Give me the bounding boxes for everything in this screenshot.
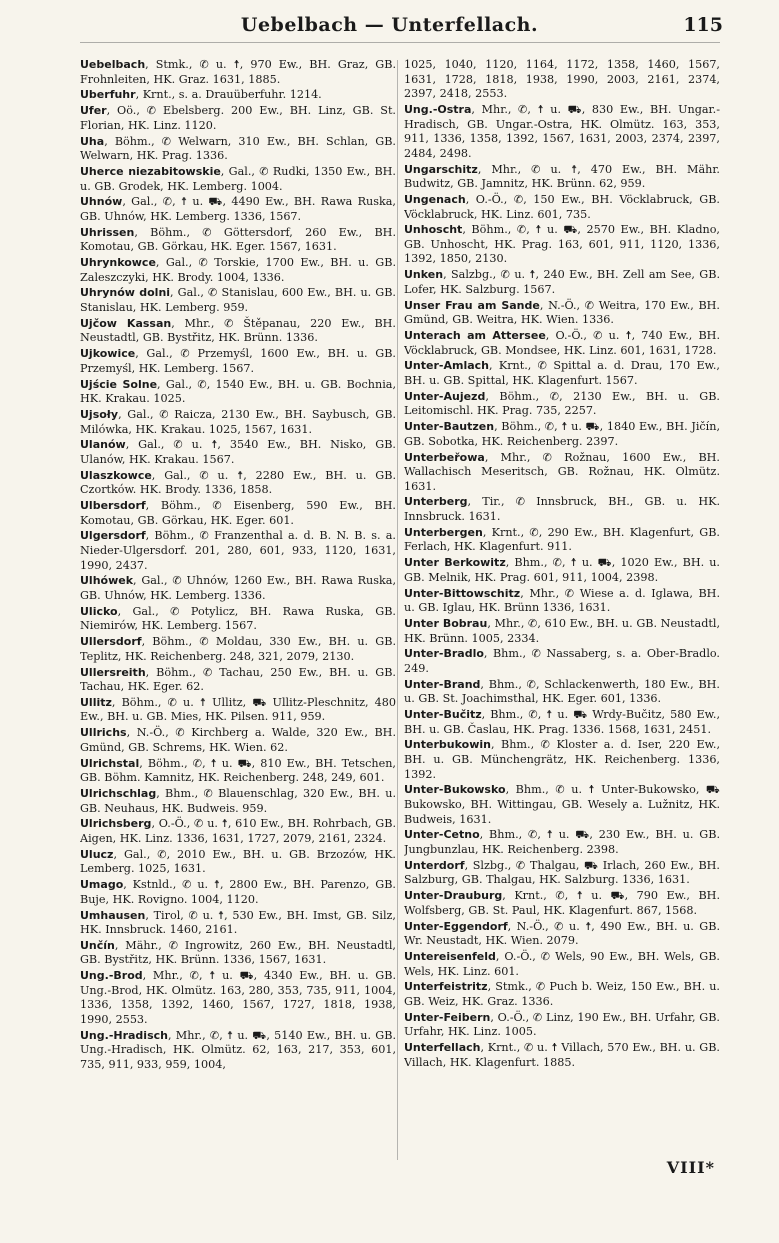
entry-headword: Unterbeřowa [404,450,485,464]
entry-headword: Unter-Drauburg [404,889,503,903]
gazetteer-entry [404,783,720,827]
gazetteer-entry [80,317,396,346]
entry-text: , Gal., ✆ Torskie, 1700 Ew., BH. u. GB. Zaleszczyki, HK. Brody. 1004, 1336. [80,256,396,284]
gazetteer-entry [80,165,396,194]
entry-headword: Ujsoły [80,407,119,421]
gazetteer-entry [404,299,720,328]
gazetteer-entry [404,950,720,979]
gazetteer-entry [404,889,720,918]
entry-headword: Unter-Bradlo [404,647,484,661]
gazetteer-entry [80,347,396,376]
gazetteer-entry [404,420,720,449]
entry-text: , Krnt., s. a. Drauüberfuhr. 1214. [135,88,322,102]
entry-text: , Mhr., ✆, 610 Ew., BH. u. GB. Neustadtl, HK. Brünn. 1005, 2334. [404,616,720,645]
entry-text: , Mhr., ✆, ☨ u. ⛟, 830 Ew., BH. Ungar.-Hradisch, GB. Ungar.-Ostra, HK. Olmütz. 163, 353, 911, 1336, 1358, 1392, 1567, 1631, 2003, 2374, 2397, 2484, 2498. [404,102,720,160]
entry-headword: Ulrichstal [80,756,140,770]
entry-headword: Ulucz [80,847,114,861]
gazetteer-entry [404,678,720,707]
entry-headword: Unterberg [404,495,468,509]
entry-headword: Unterdorf [404,858,465,872]
page-title: Uebelbach — Unterfellach. [240,14,539,36]
gazetteer-entry [404,359,720,388]
entry-headword: Uha [80,134,105,148]
entry-text: , Salzbg., ✆ u. ☨, 240 Ew., BH. Zell am See, GB. Lofer, HK. Salzburg. 1567. [404,268,720,296]
entry-text: , Krnt., ✆, 290 Ew., BH. Klagenfurt, GB. Ferlach, HK. Klagenfurt. 911. [404,525,720,554]
entry-headword: Ujkowice [80,347,136,361]
entry-headword: Ung.-Ostra [404,102,472,116]
entry-text: , Bhm., ✆ Blauenschlag, 320 Ew., BH. u. GB. Neuhaus, HK. Budweis. 959. [80,787,396,815]
gazetteer-entry [80,408,396,437]
entry-text: , Böhm., ✆ Tachau, 250 Ew., BH. u. GB. Tachau, HK. Eger. 62. [80,665,396,694]
entry-text: , Böhm., ✆ Franzenthal a. d. B. N. B. s. a. Nieder-Ulgersdorf. 201, 280, 601, 933, 1120, 1631, 1990, 2437. [80,529,396,572]
entry-text: , Krnt., ✆, ☨ u. ⛟, 790 Ew., BH. Wolfsberg, GB. St. Paul, HK. Klagenfurt. 867, 1568. [404,889,720,917]
gazetteer-entry [80,666,396,695]
gazetteer-entry [404,495,720,524]
entry-text: , Gal., ✆ Raicza, 2130 Ew., BH. Saybusch, GB. Milówka, HK. Krakau. 1025, 1567, 1631. [80,407,396,436]
gazetteer-entry [404,451,720,495]
gazetteer-entry [80,195,396,224]
entry-headword: Ulbersdorf [80,499,146,513]
gazetteer-entry [404,738,720,782]
entry-text: , Bhm., ✆, ☨ u. ⛟ Wrdy-Bučitz, 580 Ew., BH. u. GB. Časlau, HK. Prag. 1336. 1568, 1631, 2451. [404,708,720,736]
entry-text: , N.-Ö., ✆ u. ☨, 490 Ew., BH. u. GB. Wr. Neustadt, HK. Wien. 2079. [404,919,720,948]
entry-text: , Slzbg., ✆ Thalgau, ⛟ Irlach, 260 Ew., BH. Salzburg, GB. Thalgau, HK. Salzburg. 1336, 1631. [404,858,720,887]
entry-text: , Bhm., ✆, ☨ u. ⛟, 230 Ew., BH. u. GB. Jungbunzlau, HK. Reichenberg. 2398. [404,828,720,856]
entry-headword: Unterbergen [404,525,483,539]
entry-headword: Ulgersdorf [80,529,146,543]
entry-headword: Unterfellach [404,1041,481,1055]
entry-text: , Gal., ✆ Rudki, 1350 Ew., BH. u. GB. Grodek, HK. Lemberg. 1004. [80,164,396,193]
entry-text: , Mhr., ✆, ☨ u. ⛟, 5140 Ew., BH. u. GB. Ung.-Hradisch, HK. Olmütz. 62, 163, 217, 353, 601, 735, 911, 933, 959, 1004, [80,1028,396,1071]
entry-text: , Gal., ✆ Przemyśl, 1600 Ew., BH. u. GB. Przemyśl, HK. Lemberg. 1567. [80,347,396,375]
entry-headword: Ung.-Hradisch [80,1028,168,1042]
entry-headword: Unser Frau am Sande [404,298,540,312]
gazetteer-entry [80,635,396,664]
gazetteer-entry [404,223,720,267]
gazetteer-entry [80,378,396,407]
gazetteer-entry [404,556,720,585]
entry-headword: Ullrichs [80,726,127,740]
entry-headword: Unter-Aujezd [404,389,486,403]
gazetteer-entry [404,920,720,949]
gazetteer-entry [80,696,396,725]
gazetteer-entry [80,529,396,573]
right-column [404,58,720,1208]
gazetteer-entry [80,909,396,938]
gazetteer-entry [80,58,396,87]
entry-headword: Ujście Solne [80,377,158,391]
gazetteer-entry [80,469,396,498]
gazetteer-entry [80,88,396,103]
entry-text: , Gal., ✆, ☨ u. ⛟, 4490 Ew., BH. Rawa Ruska, GB. Uhnów, HK. Lemberg. 1336, 1567. [80,195,396,223]
entry-text: , Stmk., ✆ u. ☨, 970 Ew., BH. Graz, GB. Frohnleiten, HK. Graz. 1631, 1885. [80,58,396,86]
gazetteer-entry [80,135,396,164]
gazetteer-entry [80,574,396,603]
gazetteer-entry [80,438,396,467]
entry-text: , Böhm., ✆ Moldau, 330 Ew., BH. u. GB. Teplitz, HK. Reichenberg. 248, 321, 2079, 2130. [80,635,396,663]
entry-headword: Unter-Eggendorf [404,919,508,933]
entry-text: , Gal., ✆ u. ☨, 2280 Ew., BH. u. GB. Czortków. HK. Brody. 1336, 1858. [80,468,396,497]
entry-headword: Umhausen [80,908,146,922]
entry-headword: Unterfeistritz [404,980,488,994]
entry-headword: Ullersdorf [80,635,142,649]
entry-text: , O.-Ö., ✆ Linz, 190 Ew., BH. Urfahr, GB. Urfahr, HK. Linz. 1005. [404,1010,720,1039]
entry-headword: Unterbukowin [404,738,491,752]
entry-headword: Unter-Bittowschitz [404,586,521,600]
entry-headword: Unter Bobrau [404,616,488,630]
entry-headword: Unter-Bukowsko [404,783,506,797]
entry-text: , Bhm., ✆, ☨ u. ⛟, 1020 Ew., BH. u. GB. Melnik, HK. Prag. 601, 911, 1004, 2398. [404,556,720,584]
gazetteer-entry [80,499,396,528]
gazetteer-entry [404,647,720,676]
left-column [80,58,396,1208]
entry-text: , Mhr., ✆, ☨ u. ⛟, 4340 Ew., BH. u. GB. Ung.-Brod, HK. Olmütz. 163, 280, 353, 735, 911, 1004, 1336, 1358, 1392, 1460, 1567, 1727, 1818, 1938, 1990, 2553. [80,969,396,1027]
entry-headword: Unter-Bautzen [404,420,495,434]
gazetteer-entry [80,817,396,846]
gazetteer-entry [80,256,396,285]
gazetteer-entry [80,757,396,786]
entry-headword: Uherce niezabitowskie [80,164,221,178]
entry-text: , O.-Ö., ✆ u. ☨, 610 Ew., BH. Rohrbach, GB. Aigen, HK. Linz. 1336, 1631, 1727, 2079, 2161, 2324. [80,817,396,845]
gazetteer-entry [404,103,720,161]
gazetteer-entry [80,104,396,133]
page-number: 115 [683,14,723,36]
gazetteer-entry [80,939,396,968]
gazetteer-entry [404,828,720,857]
entry-text: , Böhm., ✆ u. ☨ Ullitz, ⛟ Ullitz-Pleschnitz, 480 Ew., BH. u. GB. Mies, HK. Pilsen. 911, 959. [80,695,396,724]
gazetteer-entry [80,286,396,315]
entry-text: , Tir., ✆ Innsbruck, BH., GB. u. HK. Innsbruck. 1631. [404,495,720,524]
gazetteer-entry [404,390,720,419]
gazetteer-entry [404,980,720,1009]
entry-headword: Unken [404,268,444,282]
gazetteer-entry [404,58,720,102]
entry-text: , Mhr., ✆ Wiese a. d. Iglawa, BH. u. GB. Iglau, HK. Brünn 1336, 1631. [404,586,720,615]
entry-headword: Unter-Feibern [404,1010,491,1024]
gazetteer-entry [404,163,720,192]
entry-headword: Uhrynkowce [80,256,156,270]
gazetteer-entry [404,708,720,737]
entry-headword: Ullitz [80,695,112,709]
entry-headword: Ufer [80,104,107,118]
entry-headword: Ulicko [80,604,118,618]
entry-text: , Böhm., ✆, ☨ u. ⛟, 2570 Ew., BH. Kladno, GB. Unhoscht, HK. Prag. 163, 601, 911, 1120, 1336, 1392, 1850, 2130. [404,223,720,266]
entry-text: , Oö., ✆ Ebelsberg. 200 Ew., BH. Linz, GB. St. Florian, HK. Linz. 1120. [80,104,396,132]
entry-text: , Mhr., ✆ u. ☨, 470 Ew., BH. Mähr. Budwitz, GB. Jamnitz, HK. Brünn. 62, 959. [404,162,720,191]
entry-text: , Bhm., ✆ Nassaberg, s. a. Ober-Bradlo. 249. [404,647,720,675]
entry-headword: Uebelbach [80,58,146,71]
entry-text: , Böhm., ✆, 2130 Ew., BH. u. GB. Leitomischl. HK. Prag. 735, 2257. [404,389,720,418]
entry-headword: Ullersreith [80,665,146,679]
gazetteer-entry [80,848,396,877]
entry-text: , Böhm., ✆, ☨ u. ⛟, 810 Ew., BH. Tetschen, GB. Böhm. Kamnitz, HK. Reichenberg. 248, 249, 601. [80,756,396,785]
entry-text: , Kstnld., ✆ u. ☨, 2800 Ew., BH. Parenzo, GB. Buje, HK. Rovigno. 1004, 1120. [80,878,396,906]
entry-headword: Unter-Bučitz [404,708,482,722]
entry-headword: Ulhówek [80,574,134,588]
entry-text: 1025, 1040, 1120, 1164, 1172, 1358, 1460, 1567, 1631, 1728, 1818, 1938, 1990, 2003, 2161, 2374, 2397, 2418, 2553. [404,58,720,101]
entry-headword: Unter-Brand [404,677,481,691]
entry-text: , Gal., ✆ Stanislau, 600 Ew., BH. u. GB. Stanislau, HK. Lemberg. 959. [80,286,396,314]
gazetteer-entry [404,617,720,646]
entry-headword: Unter-Amlach [404,359,489,373]
entry-text: , Gal., ✆ Potylicz, BH. Rawa Ruska, GB. Niemirów, HK. Lemberg. 1567. [80,604,396,633]
entry-text: , N.-Ö., ✆ Weitra, 170 Ew., BH. Gmünd, GB. Weitra, HK. Wien. 1336. [404,298,720,327]
gazetteer-entry [80,605,396,634]
entry-text: , N.-Ö., ✆ Kirchberg a. Walde, 320 Ew., BH. Gmünd, GB. Schrems, HK. Wien. 62. [80,726,396,754]
entry-text: , O.-Ö., ✆, 150 Ew., BH. Vöcklabruck, GB. Vöcklabruck, HK. Linz. 601, 735. [404,192,720,221]
entry-headword: Untereisenfeld [404,949,496,963]
gazetteer-entry [404,1011,720,1040]
entry-text: , Böhm., ✆, ☨ u. ⛟, 1840 Ew., BH. Jičín, GB. Sobotka, HK. Reichenberg. 2397. [404,420,720,448]
entry-headword: Unterach am Attersee [404,329,546,342]
header-rule [80,42,720,43]
gazetteer-entry [404,526,720,555]
gazetteer-entry [404,1041,720,1070]
signature-mark: VIII* [666,1158,715,1177]
entry-headword: Uhnów [80,195,123,209]
entry-headword: Uberfuhr [80,88,136,102]
entry-text: , Mähr., ✆ Ingrowitz, 260 Ew., BH. Neustadtl, GB. Bystřitz, HK. Brünn. 1336, 1567, 1631. [80,938,396,967]
gazetteer-entry [404,859,720,888]
gazetteer-entry [404,329,720,358]
entry-text: , Stmk., ✆ Puch b. Weiz, 150 Ew., BH. u. GB. Weiz, HK. Graz. 1336. [404,980,720,1008]
gazetteer-entry [404,193,720,222]
gazetteer-entry [80,969,396,1027]
entry-headword: Ungarschitz [404,162,478,176]
gazetteer-entry [404,268,720,297]
entry-headword: Umago [80,878,124,892]
entry-text: , Böhm., ✆ Göttersdorf, 260 Ew., BH. Komotau, GB. Görkau, HK. Eger. 1567, 1631. [80,225,396,254]
entry-text: , Krnt., ✆ u. ☨ Villach, 570 Ew., BH. u. GB. Villach, HK. Klagenfurt. 1885. [404,1041,720,1069]
entry-text: , O.-Ö., ✆ u. ☨, 740 Ew., BH. Vöcklabruck, GB. Mondsee, HK. Linz. 601, 1631, 1728. [404,329,720,357]
entry-headword: Ungenach [404,192,466,206]
entry-text: , Bhm., ✆ u. ☨ Unter-Bukowsko, ⛟ Bukowsko, BH. Wittingau, GB. Wesely a. Lužnitz, HK. Budweis, 1631. [404,783,720,826]
entry-text: , Tirol, ✆ u. ☨, 530 Ew., BH. Imst, GB. Silz, HK. Innsbruck. 1460, 2161. [80,908,396,937]
entry-text: , Mhr., ✆ Rožnau, 1600 Ew., BH. Wallachisch Meseritsch, GB. Rožnau, HK. Olmütz. 1631. [404,450,720,493]
gazetteer-entry [80,1029,396,1073]
gazetteer-entry [80,226,396,255]
entry-headword: Ulrichschlag [80,787,157,800]
entry-headword: Ulaszkowce [80,468,152,482]
entry-headword: Ung.-Brod [80,969,143,983]
entry-text: , Gal., ✆ Uhnów, 1260 Ew., BH. Rawa Ruska, GB. Uhnów, HK. Lemberg. 1336. [80,574,396,602]
entry-text: , Gal., ✆, 1540 Ew., BH. u. GB. Bochnia, HK. Krakau. 1025. [80,377,396,406]
gazetteer-entry [80,726,396,755]
gazetteer-entry [80,878,396,907]
entry-headword: Uhrissen [80,225,135,239]
column-divider [397,60,398,1160]
entry-text: , Böhm., ✆ Welwarn, 310 Ew., BH. Schlan, GB. Welwarn, HK. Prag. 1336. [80,134,396,163]
entry-text: , Bhm., ✆, Schlackenwerth, 180 Ew., BH. u. GB. St. Joachimsthal, HK. Eger. 601, 1336. [404,677,720,706]
gazetteer-entry [80,787,396,816]
gazetteer-entry [404,587,720,616]
entry-headword: Unčín [80,938,115,952]
entry-text: , Gal., ✆ u. ☨, 3540 Ew., BH. Nisko, GB. Ulanów, HK. Krakau. 1567. [80,438,396,466]
entry-headword: Ulrichsberg [80,817,152,831]
entry-headword: Unter-Cetno [404,828,480,842]
entry-text: , Mhr., ✆ Štěpanau, 220 Ew., BH. Neustadtl, GB. Bystřitz, HK. Brünn. 1336. [80,316,396,345]
entry-headword: Unter Berkowitz [404,556,506,570]
entry-headword: Ulanów [80,438,126,452]
entry-text: , Gal., ✆, 2010 Ew., BH. u. GB. Brzozów, HK. Lemberg. 1025, 1631. [80,847,396,876]
entry-headword: Uhrynów dolni [80,286,171,300]
entry-text: , Bhm., ✆ Kloster a. d. Iser, 220 Ew., BH. u. GB. Münchengrätz, HK. Reichenberg. 1336, 1392. [404,738,720,781]
entry-headword: Ujčow Kassan [80,316,172,330]
entry-text: , O.-Ö., ✆ Wels, 90 Ew., BH. Wels, GB. Wels, HK. Linz. 601. [404,949,720,978]
entry-text: , Böhm., ✆ Eisenberg, 590 Ew., BH. Komotau, GB. Görkau, HK. Eger. 601. [80,499,396,527]
entry-text: , Krnt., ✆ Spittal a. d. Drau, 170 Ew., BH. u. GB. Spittal, HK. Klagenfurt. 1567. [404,359,720,387]
entry-headword: Unhoscht [404,223,463,237]
